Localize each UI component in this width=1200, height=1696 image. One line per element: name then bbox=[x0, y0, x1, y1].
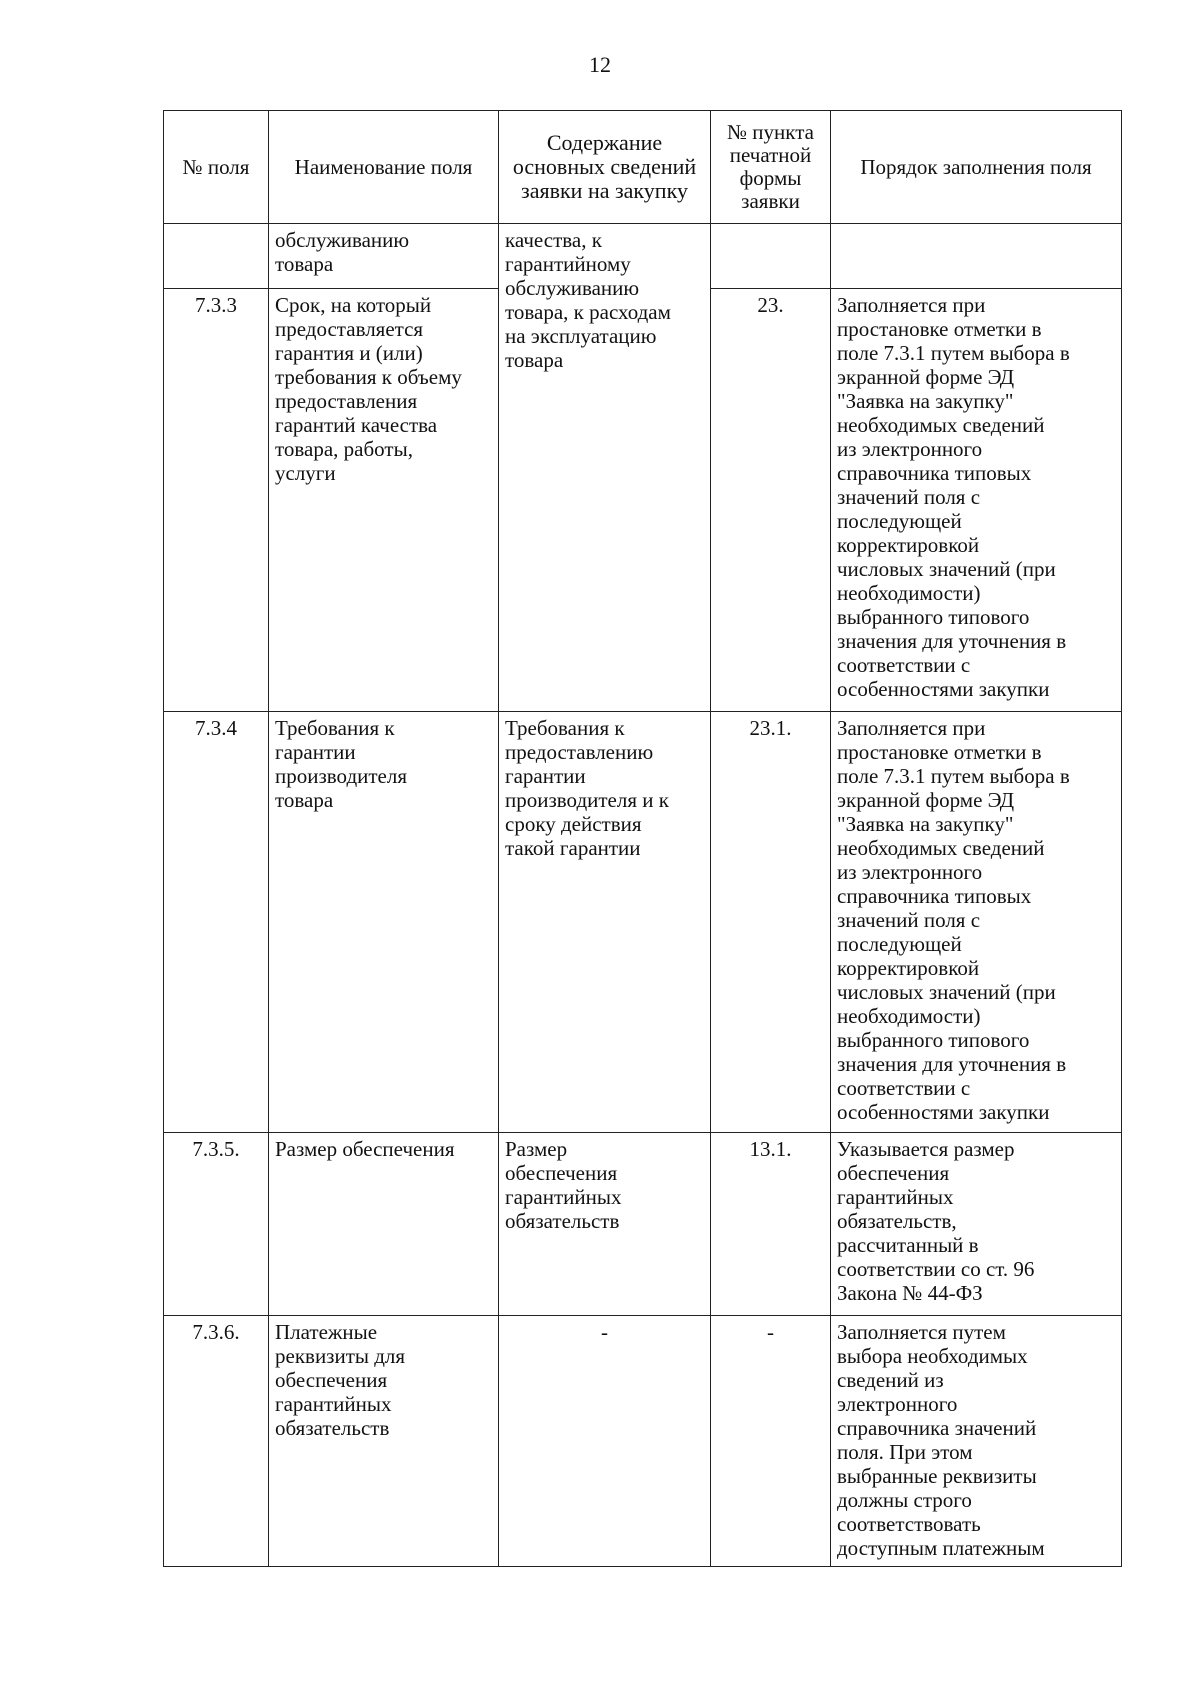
cell-field-name: Срок, на который предоставляется гарантия и (или) требования к объему предоставления гарантий качества товара, работы, услуги bbox=[269, 289, 499, 712]
cell-field-number: 7.3.6. bbox=[164, 1316, 269, 1567]
header-print-point: № пункта печатной формы заявки bbox=[711, 111, 831, 224]
page-number: 12 bbox=[589, 52, 611, 77]
cell-field-name: Размер обеспечения bbox=[269, 1133, 499, 1316]
cell-print-point: 13.1. bbox=[711, 1133, 831, 1316]
table-row bbox=[164, 1316, 1122, 1567]
cell-print-point: 23. bbox=[711, 289, 831, 712]
cell-field-name: Платежные реквизиты для обеспечения гарантийных обязательств bbox=[269, 1316, 499, 1567]
cell-print-point: 23.1. bbox=[711, 712, 831, 1133]
cell-fill-order: Заполняется при простановке отметки в поле 7.3.1 путем выбора в экранной форме ЭД "Заявка на закупку" необходимых сведений из электронного справочника типовых значений поля с последующей корректировкой числовых значений (при необходимости) выбранного типового значения для уточнения в соответствии с особенностями закупки bbox=[831, 289, 1122, 712]
cell-field-number: 7.3.4 bbox=[164, 712, 269, 1133]
cell-fill-order: Заполняется при простановке отметки в поле 7.3.1 путем выбора в экранной форме ЭД "Заявка на закупку" необходимых сведений из электронного справочника типовых значений поля с последующей корректировкой числовых значений (при необходимости) выбранного типового значения для уточнения в соответствии с особенностями закупки bbox=[831, 712, 1122, 1133]
table-row bbox=[164, 712, 1122, 1133]
cell-field-name: обслуживанию товара bbox=[269, 224, 499, 289]
table-row bbox=[164, 1133, 1122, 1316]
cell-fill-order: Заполняется путем выбора необходимых сведений из электронного справочника значений поля. При этом выбранные реквизиты должны строго соответствовать доступным платежным bbox=[831, 1316, 1122, 1567]
header-field-name: Наименование поля bbox=[269, 111, 499, 224]
header-field-number: № поля bbox=[164, 111, 269, 224]
cell-field-number bbox=[164, 224, 269, 289]
table-header-row bbox=[164, 111, 1122, 224]
cell-fill-order bbox=[831, 224, 1122, 289]
header-fill-order: Порядок заполнения поля bbox=[831, 111, 1122, 224]
cell-content: качества, к гарантийному обслуживанию товара, к расходам на эксплуатацию товара bbox=[499, 224, 711, 712]
cell-print-point: - bbox=[711, 1316, 831, 1567]
cell-fill-order: Указывается размер обеспечения гарантийных обязательств, рассчитанный в соответствии со ст. 96 Закона № 44-ФЗ bbox=[831, 1133, 1122, 1316]
cell-field-number: 7.3.3 bbox=[164, 289, 269, 712]
requirements-table bbox=[163, 110, 1122, 1567]
table-row-continuation bbox=[164, 224, 1122, 289]
header-content: Содержание основных сведений заявки на закупку bbox=[499, 111, 711, 224]
cell-field-name: Требования к гарантии производителя товара bbox=[269, 712, 499, 1133]
cell-content: - bbox=[499, 1316, 711, 1567]
cell-print-point bbox=[711, 224, 831, 289]
cell-field-number: 7.3.5. bbox=[164, 1133, 269, 1316]
cell-content: Размер обеспечения гарантийных обязательств bbox=[499, 1133, 711, 1316]
cell-content: Требования к предоставлению гарантии производителя и к сроку действия такой гарантии bbox=[499, 712, 711, 1133]
